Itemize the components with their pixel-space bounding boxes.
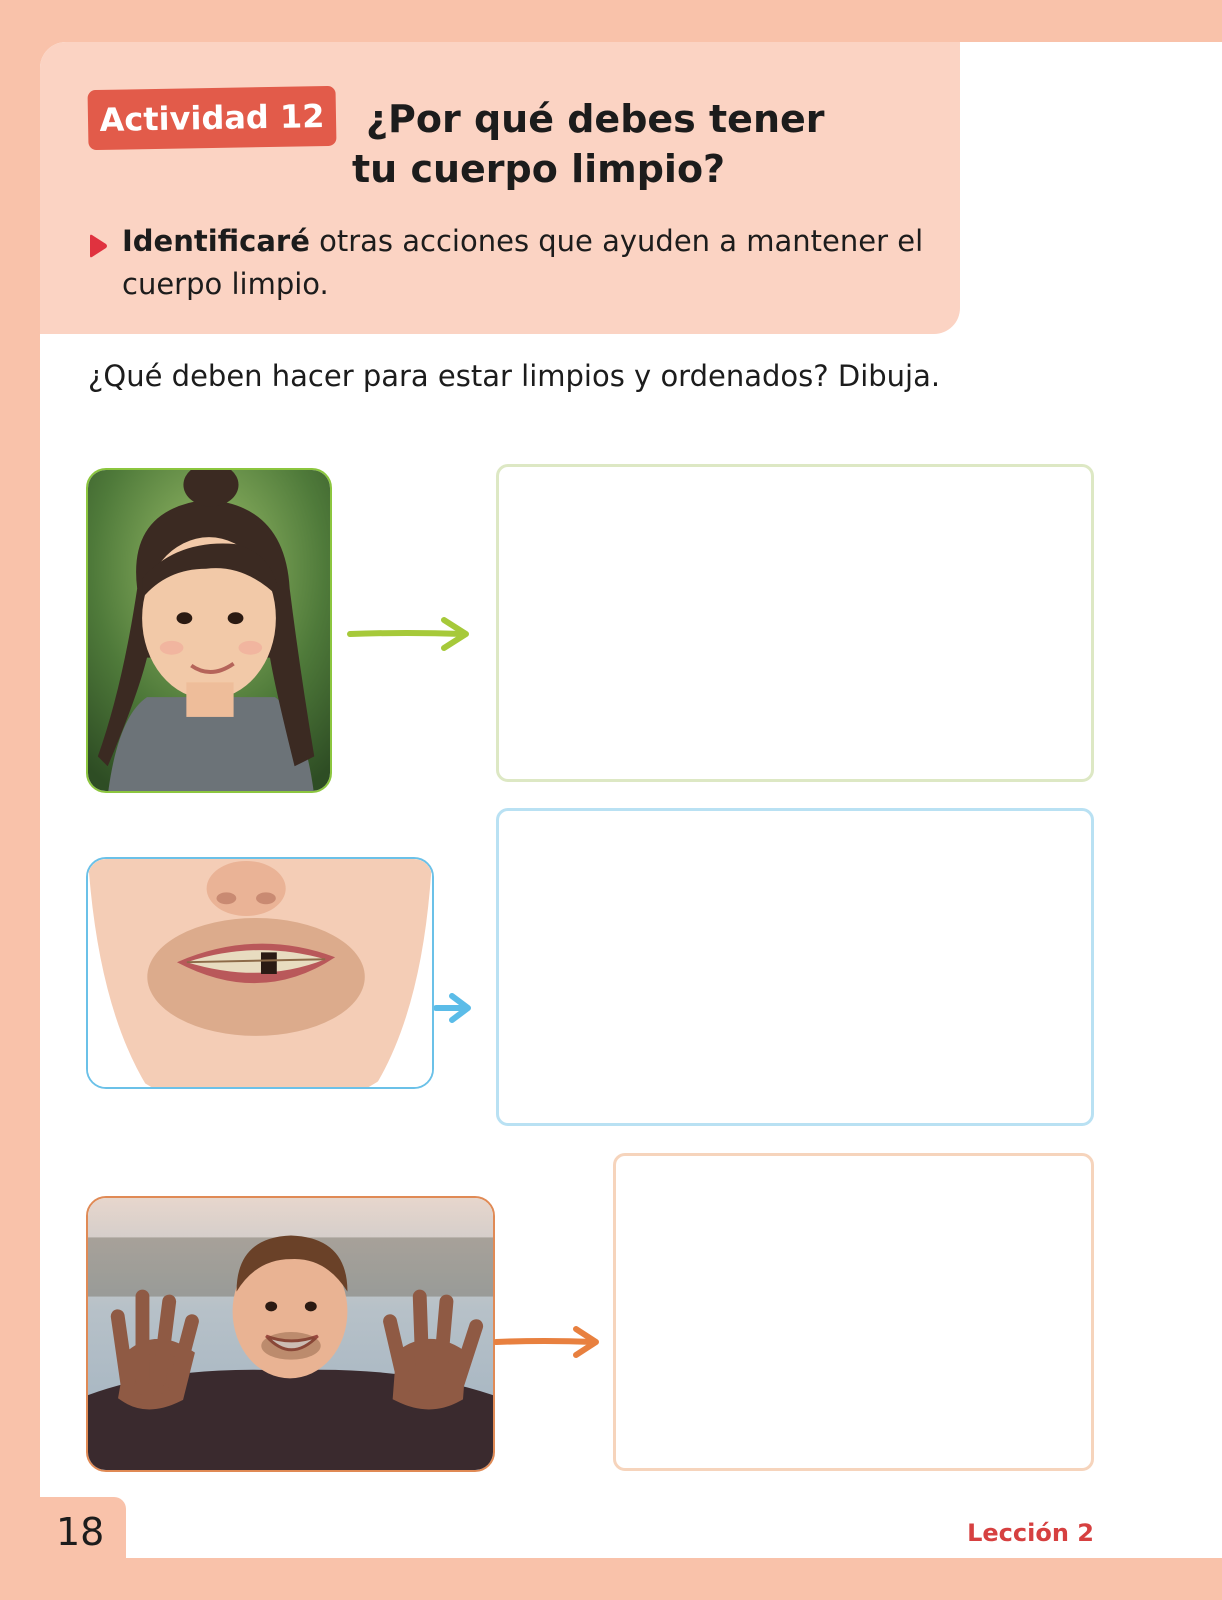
bullet-icon	[88, 234, 108, 258]
page-number: 18	[56, 1510, 105, 1554]
drawing-box-3[interactable]	[613, 1153, 1094, 1471]
girl-messy-hair-photo	[86, 468, 332, 793]
lesson-label: Lección 2	[967, 1519, 1094, 1547]
dirty-mouth-photo	[86, 857, 434, 1089]
boy-photo-illustration	[88, 1198, 493, 1470]
activity-badge: Actividad 12	[87, 86, 336, 150]
objective-description: otras acciones que ayuden a mantener el cuerpo limpio.	[122, 224, 924, 301]
mouth-photo-illustration	[88, 859, 432, 1087]
instruction-prompt: ¿Qué deben hacer para estar limpios y ordenados? Dibuja.	[88, 359, 941, 393]
arrow-right-icon	[494, 1324, 604, 1360]
arrow-right-icon	[434, 990, 476, 1026]
title-line-1: ¿Por qué debes tener	[366, 97, 825, 141]
drawing-box-1[interactable]	[496, 464, 1094, 782]
boy-dirty-hands-photo	[86, 1196, 495, 1472]
objective-verb: Identificaré	[122, 224, 310, 258]
girl-photo-illustration	[88, 470, 330, 791]
objective-text	[122, 220, 952, 306]
activity-title	[352, 94, 912, 194]
title-line-2: tu cuerpo limpio?	[352, 147, 726, 191]
arrow-right-icon	[346, 616, 476, 652]
drawing-box-2[interactable]	[496, 808, 1094, 1126]
